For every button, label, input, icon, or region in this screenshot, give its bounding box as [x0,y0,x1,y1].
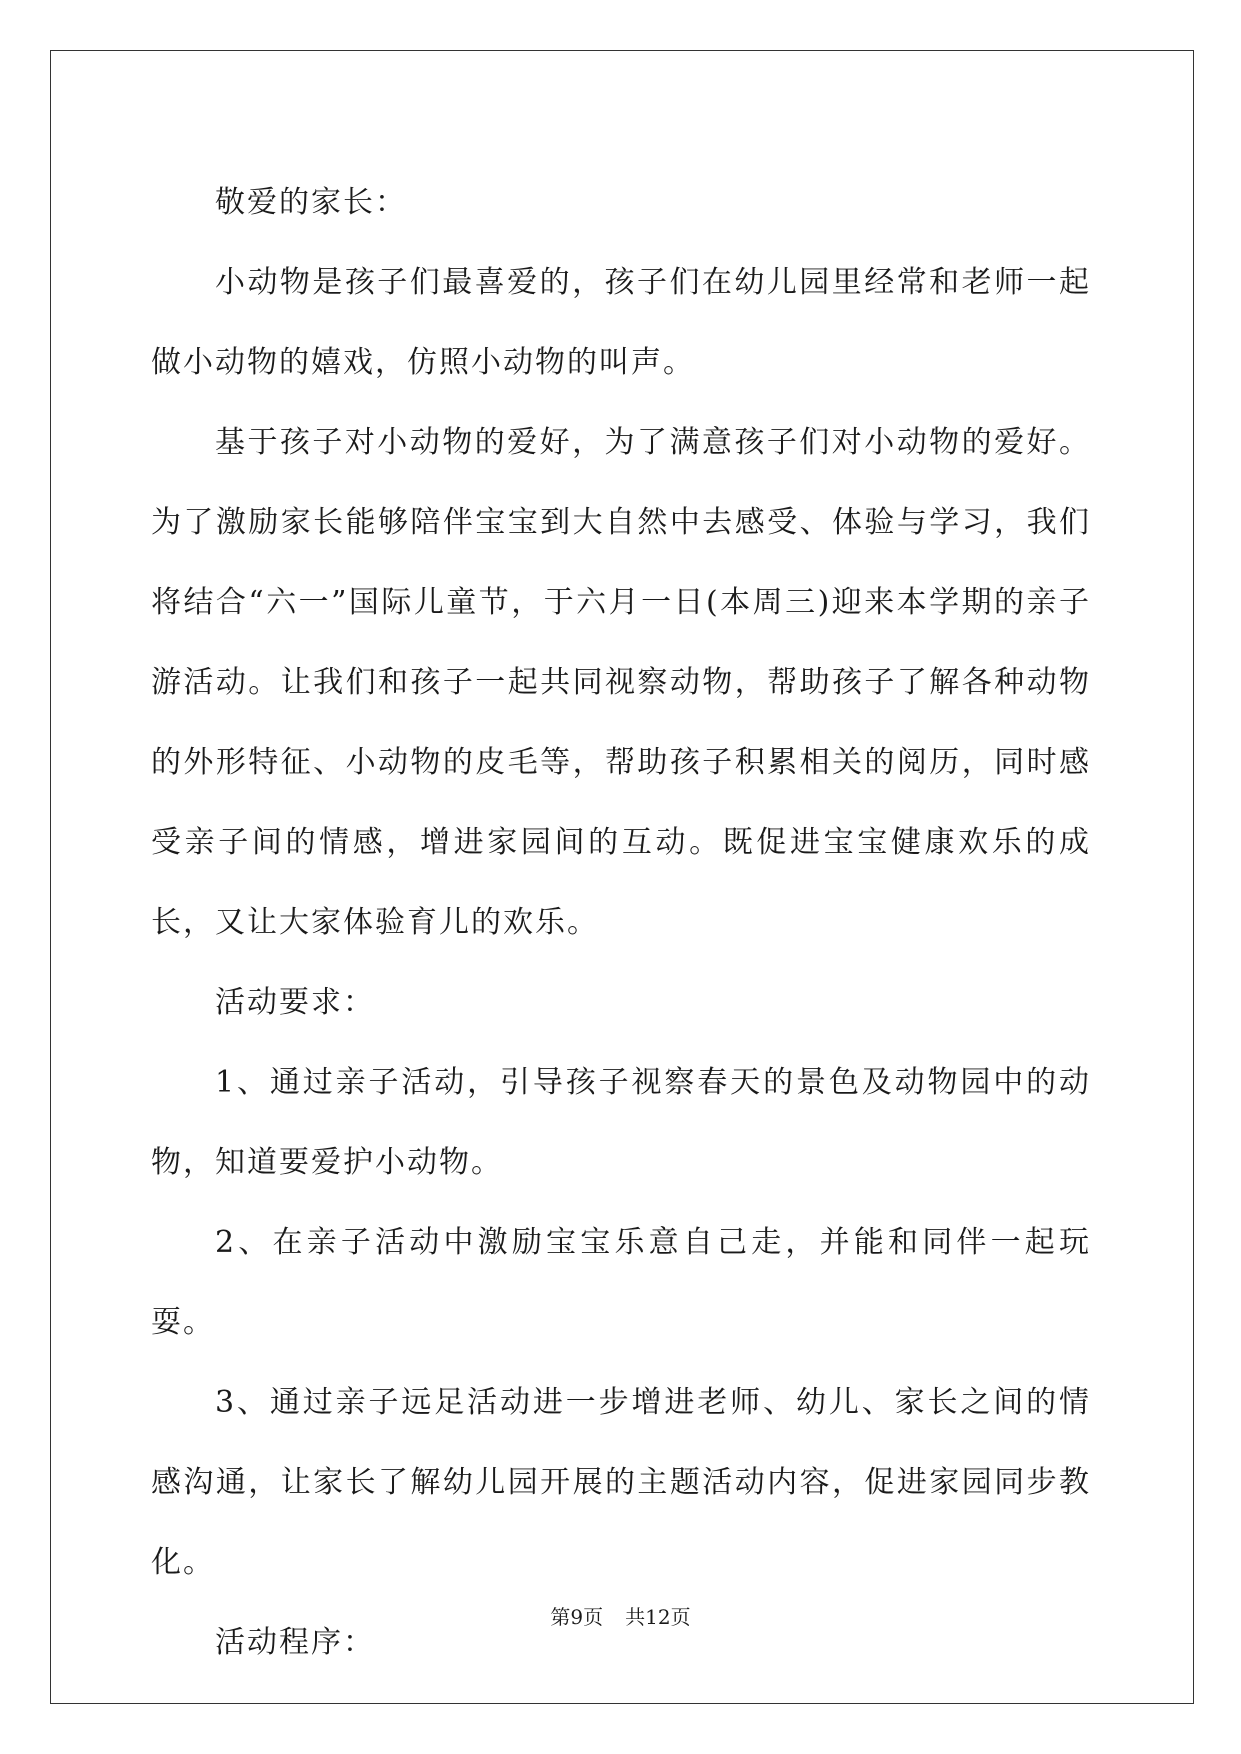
heading-procedure: 活动程序： [215,1625,375,1660]
heading-requirements: 活动要求： [215,985,375,1020]
page-total: 共12页 [625,1605,691,1629]
salutation: 敬爱的家长： [215,185,407,220]
page-number: 第9页 [550,1605,604,1629]
requirement-item-1: 1、通过亲子活动，引导孩子视察春天的景色及动物园中的动物，知道要爱护小动物。 [151,1065,1091,1180]
page-footer [0,1605,1241,1629]
requirement-item-2: 2、在亲子活动中激励宝宝乐意自己走，并能和同伴一起玩耍。 [151,1225,1091,1340]
paragraph-purpose: 基于孩子对小动物的爱好，为了满意孩子们对小动物的爱好。为了激励家长能够陪伴宝宝到大自然中去感受、体验与学习，我们将结合“六一”国际儿童节，于六月一日(本周三)迎来本学期的亲子游活动。让我们和孩子一起共同视察动物，帮助孩子了解各种动物的外形特征、小动物的皮毛等，帮助孩子积累相关的阅历，同时感受亲子间的情感，增进家园间的互动。既促进宝宝健康欢乐的成长，又让大家体验育儿的欢乐。 [151,425,1091,940]
requirement-item-3: 3、通过亲子远足活动进一步增进老师、幼儿、家长之间的情感沟通，让家长了解幼儿园开展的主题活动内容，促进家园同步教化。 [151,1385,1091,1580]
document-body [151,163,1091,1683]
paragraph-intro: 小动物是孩子们最喜爱的，孩子们在幼儿园里经常和老师一起做小动物的嬉戏，仿照小动物的叫声。 [151,265,1091,380]
